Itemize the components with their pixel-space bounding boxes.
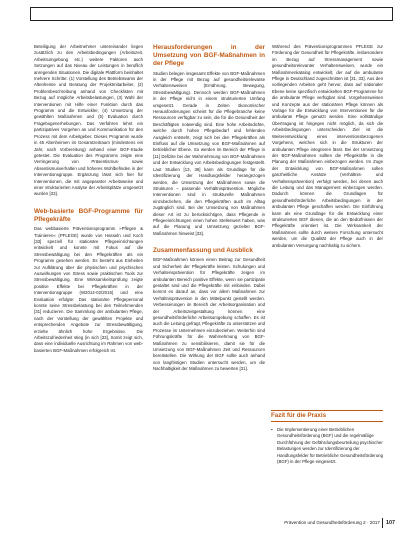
section-heading: Web-basierte BGF-Programme für Pflegekräfte (34, 207, 143, 223)
text-column-middle (153, 44, 265, 373)
section-heading: Herausforderungen in der Umsetzung von BGF-Maßnahmen in der Pflege (153, 44, 265, 68)
footer-divider (382, 518, 383, 528)
body-paragraph: Während des Präventionsprogrammes PFLEGE zur Förderung der Gesundheit für Pflegekräfte, insbesondere im Bezug auf Stressmanagement sowie gesundheitsrelevanter Verhaltensweisen, wurde ein Maßnahmenkatalog entwickelt, der auf die ambulante Pflege in Deutschland zugeschnitten ist [31, 33]. Aus den vorliegenden Arbeiten geht hervor, dass auf nationaler Ebene keine spezifisch entwickelten BGF-Programme für die ambulante Pflege verfügbar sind. Vorgehensweisen und Konzepte aus der stationären Pflege können als Vorlage für die Entwicklung von Interventionen für die ambulante Pflege genutzt werden. Eine vollständige Übertragung ist hingegen nicht möglich, da sich die Arbeitsbedingungen unterscheiden. Ziel ist die Weiterentwicklung eines interventionsbezogenen Vorgehens, welches sich in die Strukturen der ambulanten Pflege integrieren lässt. Bei der Umsetzung der BGF-Maßnahmen sollten die Pflegekräfte in die Planung der Maßnahmen einbezogen werden. Im Zuge der Entwicklung von BGF-Maßnahmen sollen ganzheitliche Ansätze (Verhältnis- und Verhaltensprävention) verfolgt werden, bei denen auch die Leitung und das Management einbezogen werden. Dadurch können die Grundlagen für gesundheitsförderliche Arbeitsbedingungen in der ambulanten Pflege geschaffen werden. Die Einführung kann als eine Grundlage für die Entwicklung einer strukturierten BGF dienen, die an den Bedürfnissen der Pflegekräfte orientiert ist. Die Wirksamkeit der Maßnahmen sollte durch weitere Forschung untersucht werden, um die Qualität der Pflege auch in der ambulanten Versorgung nachhaltig zu sichern. (272, 44, 383, 248)
journal-name: Prävention und Gesundheitsförderung 2 · 2017 (284, 520, 380, 525)
fazit-box (271, 410, 383, 465)
page-number: 107 (386, 520, 395, 526)
body-paragraph: BGF-Maßnahmen können einen Beitrag zur Gesundheit und Sicherheit der Pflegekräfte leisten. Schulungen und Verhaltensprävention für Pflegekräfte zeigen im ambulanten Bereich positive Effekte, wenn sie partizipativ gestaltet sind und die Pflegekräfte mit einbinden. Dabei kommt es darauf an, dass vor allem Maßnahmen zur Verhältnisprävention in den Mittelpunkt gestellt werden. Verbesserungen im Bereich der Arbeitsorganisation und der Arbeitszeitgestaltung können eine gesundheitsförderliche Arbeitsumgebung schaffen. Es ist auch die Leitung gefragt, Pflegekräfte zu unterstützen und Prozesse im Unternehmen einzubeziehen. Weiterhin sind Führungskräfte für die Wahrnehmung von BGF-Maßnahmen zu sensibilisieren, damit sie für die Umsetzung von BGF-Maßnahmen Zeit und Ressourcen bereitstellen. Die Wirkung der BGF sollte auch anhand von langfristigen Studien untersucht werden, um die Nachhaltigkeit der Maßnahmen zu bewerten [31]. (153, 257, 265, 372)
page-footer (258, 517, 396, 529)
header-frame (30, 7, 393, 21)
text-column-left (34, 44, 143, 354)
text-column-right (272, 44, 383, 249)
fazit-title: Fazit für die Praxis (271, 410, 383, 422)
body-paragraph: Beteiligung der Arbeitnehmer untereinander liegen zusätzlich zu den Arbeitsbedingungen (Arbeitszeit, Arbeitsumgebung etc.) weitere Faktoren auch Setzungen auf das Niveau der Leistungen in beruflich anregenden Situationen. Die digitale Plattform beinhaltet mehrere Schritte: (1) Vorstellung des Betriebsteams der Altenheime und Beratung der Projektmitarbeiter, (2) Problembeschreibung anhand von Checklisten mit Bezug auf mögliche Arbeitsbelastungen, (3) Wahl der Interventionen mit Hilfe einer Funktion durch das Programm und die Entwickler, (4) Umsetzung der gewählten Maßnahmen und (5) Evaluation durch Fragebogenerhebungen. Das Verfahren lehnt ein partizipatives Vorgehen an und Kommunikation für den Prozess mit dem Arbeitgeber. Dieses Programm wurde in 45 Altenheimen im Gesamtzeitraum (mindestens ein Jahr, nach Vorbereitung) anhand einer BGF-Studie getestet. Die Evaluation des Programms zeigte eine Verringerung von Präsentismus- sowie Absentismusverhalten und höheres Wohlbefinden in der Interventionsgruppe. Ergänzung lässt sich hier für Interventionen, die mit angepasster Arbeitsweise und einer strukturierten Analyse der Arbeitsplätze umgesetzt wurden [33]. (34, 44, 143, 197)
body-paragraph: Studien belegen insgesamt Effekte von BGF-Maßnahmen in der Pflege mit Bezug auf gesundheitsrelevante Verhaltensweisen (Ernährung, Bewegung, Stressbewältigung). Dennoch werden BGF-Maßnahmen in der Pflege nicht in einem strukturierten Umfang umgesetzt. Gerade in Zeiten ökonomischer Herausforderungen scheint für die Pflegebranche keine Ressourcen verfügbar zu sein, die für die Gesundheit der Beschäftigten notwendig sind. Eine hohe Arbeitsdichte, welche durch hohen Pflegebedarf und fehlenden Ausgleich entsteht, zeigt sich bei den Pflegekräften als Einfluss auf die Umsetzung von BGF-Maßnahmen auf betrieblicher Ebene. So werden im Bereich der Pflege in [11] Defizite bei der Wahrnehmung von BGF-Maßnahmen und der Entwicklung von Arbeitsbedingungen festgestellt. Laut Studien [13, 36] kann als Grundlage für die Identifizierung der Handlungsfelder herangezogen werden, die Umsetzung der Maßnahmen sowie die Strukturen – passende Verhältnisprävention. Mögliche Interventionen sind in strukturelle Maßnahmen einzubeziehen, die den Pflegekräften auch im Alltag zugänglich sind. Bei der Umsetzung von Maßnahmen dieser Art ist zu berücksichtigen, dass Pflegende in Pflegeeinrichtungen einen hohen Stellenwert haben, was auf die Planung und Umsetzung gezielter BGF-Maßnahmen hinweist [33]. (153, 70, 265, 236)
fazit-list (271, 427, 383, 465)
section-heading: Zusammenfassung und Ausblick (153, 247, 253, 255)
body-paragraph: Das webbasierte Präventionsprogramm »Pflegen & Trainieren« (PFLEGE) wurde von Hasseln und Koch [33] speziell für stationäre Pflegeeinrichtungen entwickelt und konnte mit Fokus auf die Stressbewältigung bei den Pflegekräften als ein Programm gesehen werden. Es besteht aus Einheiten zur Aufklärung über die physischen und psychischen Auswirkungen von Stress sowie praktischen Tools zur Stressbewältigung. Eine Wirksamkeitsprüfung zeigte positive Effekte bei Pflegekräften in der Interventionsgruppe (W2014-02/2015) und eine Evaluation erfolgte: Das stationäre Pflegepersonal konnte seine Stressbelastung bei den Teilnehmenden [31] reduzieren. Die Sammlung der ambulanten Pflege, nach der Vorstellung der gewählten Projekte und entsprechenden Angebote zur Stressbewältigung, erzielte ähnlich hohe Ergebnisse. Die Arbeitszufriedenheit stieg (in sich [33], Somit zeigt sich, dass eine individuelle Ausrichtung im Rahmen von web-basierten BGF-Maßnahmen erfolgreich ist. (34, 226, 143, 353)
fazit-item: ▪ Die Implementierung einer Betrieblichen Gesundheitsförderung (BGF) und die regelmäßige Durchführung der Gefährdungsbeurteilung psychischer Belastungen werden zur Identifizierung der Handlungsfelder für Betriebliche Gesundheitsförderung (BGF) in der Pflege eingesetzt. (271, 427, 383, 465)
